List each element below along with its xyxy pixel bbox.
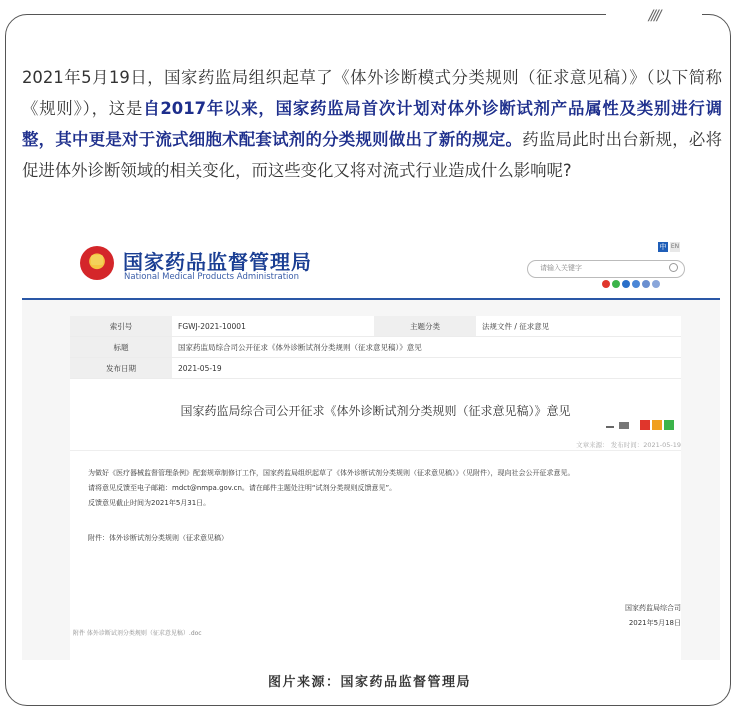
- date-value: 2021-05-19: [172, 358, 681, 379]
- sign-org: 国家药监局综合司: [625, 604, 681, 612]
- date-label: 发布日期: [70, 358, 172, 379]
- meta-table: [70, 316, 681, 379]
- wechat-icon[interactable]: [612, 280, 620, 288]
- article-text-highlight: 自2017年以来，国家药监局首次计划对体外诊断试剂产品属性及类别进行调整，其中更是对于流式细胞术配套试剂的分类规则做出了新的规定。: [22, 99, 722, 149]
- document-body: [88, 466, 668, 511]
- body-paragraph: 反馈意见截止时间为2021年5月31日。: [88, 499, 211, 507]
- share-wechat-icon[interactable]: [664, 420, 674, 430]
- share-qzone-icon[interactable]: [652, 420, 662, 430]
- document-tools: [606, 420, 686, 432]
- search-input[interactable]: [527, 260, 685, 278]
- header-divider: [22, 298, 720, 300]
- document-source: 文章来源： 发布时间：2021-05-19: [576, 441, 681, 449]
- body-paragraph: 为做好《医疗器械监督管理条例》配套规章制修订工作，国家药监局组织起草了《体外诊断试剂分类规则（征求意见稿）》（见附件），现向社会公开征求意见。: [88, 469, 575, 477]
- sign-date: 2021年5月18日: [628, 619, 681, 627]
- table-row: [70, 316, 681, 337]
- search-placeholder: 请输入关键字: [540, 264, 582, 272]
- message-icon[interactable]: [642, 280, 650, 288]
- body-paragraph: 请将意见反馈至电子邮箱：mdct@nmpa.gov.cn。请在邮件主题处注明“试剂分类规则反馈意见”。: [88, 484, 397, 492]
- site-subtitle: National Medical Products Administration: [124, 272, 299, 282]
- embedded-screenshot: [22, 212, 720, 660]
- social-links: [602, 280, 662, 290]
- search-icon[interactable]: [669, 263, 678, 272]
- table-row: [70, 337, 681, 358]
- index-value: FGWJ-2021-10001: [172, 316, 374, 337]
- table-row: [70, 358, 681, 379]
- lang-cn-button[interactable]: 中: [659, 243, 667, 251]
- lang-en-button[interactable]: EN: [670, 243, 680, 250]
- title-label: 标题: [70, 337, 172, 358]
- index-label: 索引号: [70, 316, 172, 337]
- document-panel: [70, 316, 681, 660]
- document-divider: [70, 450, 681, 451]
- document-title: 国家药监局综合司公开征求《体外诊断试剂分类规则（征求意见稿）》意见: [180, 404, 571, 418]
- decorative-slashes: ////: [606, 6, 702, 26]
- category-label: 主题分类: [374, 316, 476, 337]
- attachment-file-link[interactable]: 附件 体外诊断试剂分类规则（征求意见稿）.doc: [73, 630, 202, 637]
- download-icon[interactable]: [606, 420, 614, 428]
- national-emblem-icon: [80, 246, 114, 280]
- weibo-icon[interactable]: [602, 280, 610, 288]
- article-text-lead: 2021年5月19日，国家药监局组织起草了《体外诊断模式分类规则（征求意见稿）》（以下简称《规则》），这是: [22, 68, 722, 118]
- title-value: 国家药监局综合司公开征求《体外诊断试剂分类规则（征求意见稿）》意见: [172, 337, 681, 358]
- share-weibo-icon[interactable]: [640, 420, 650, 430]
- print-icon[interactable]: [619, 422, 629, 429]
- site-header: [22, 212, 720, 298]
- category-value: 法规文件 / 征求意见: [476, 316, 681, 337]
- mail-icon[interactable]: [632, 280, 640, 288]
- article-paragraph: [22, 62, 722, 186]
- user-icon[interactable]: [652, 280, 660, 288]
- article-text-tail: 药监局此时出台新规，必将促进体外诊断领域的相关变化，而这些变化又将对流式行业造成什么影响呢?: [22, 130, 723, 180]
- image-caption: 图片来源：国家药品监督管理局: [267, 675, 471, 690]
- attachment-text: 附件：体外诊断试剂分类规则（征求意见稿）: [88, 534, 228, 542]
- app-icon[interactable]: [622, 280, 630, 288]
- document-signature: [625, 601, 681, 631]
- site-title: 国家药品监督管理局: [123, 250, 312, 274]
